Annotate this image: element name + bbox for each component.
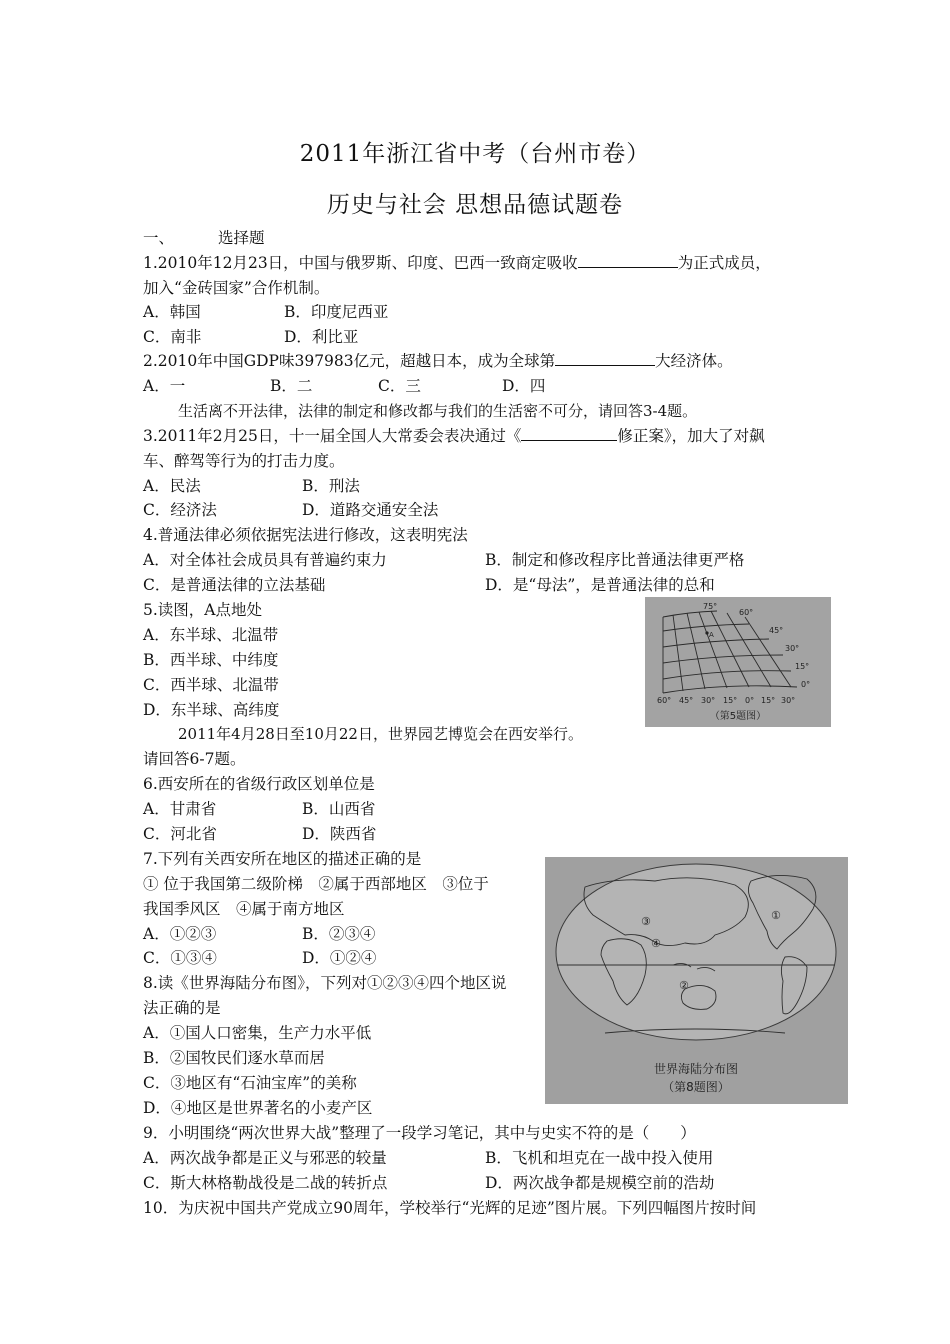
q5-figure-caption: （第5题图） [709, 711, 767, 722]
q1-stem [143, 253, 771, 273]
q2-stem-tail: 大经济体。 [655, 352, 733, 370]
lon-label-30: 30° [701, 696, 716, 705]
q1-option-c: C．南非 [143, 328, 202, 346]
lat-label-30: 30° [785, 644, 800, 653]
q2-option-d: D．四 [502, 377, 546, 395]
lat-label-60: 60° [739, 608, 754, 617]
q2-option-a: A．一 [143, 377, 186, 395]
q7-stem-line3: 我国季风区 ④属于南方地区 [143, 900, 345, 918]
q5-option-a: A．东半球、北温带 [143, 626, 279, 644]
q2-option-b: B．二 [270, 377, 313, 395]
q5-option-c: C．西半球、北温带 [143, 676, 279, 694]
world-map [545, 857, 848, 1104]
q6-stem: 6.西安所在的省级行政区划单位是 [143, 775, 375, 793]
q3-option-c: C．经济法 [143, 501, 217, 519]
lon-label-15: 15° [723, 696, 738, 705]
q7-option-d: D．①②④ [302, 949, 377, 967]
q3-option-b: B．刑法 [302, 477, 360, 495]
map-marker-1: ① [771, 909, 781, 922]
q1-option-d: D．利比亚 [284, 328, 359, 346]
q3-stem-line2: 车、醉驾等行为的打击力度。 [143, 452, 345, 470]
q4-option-d: D．是“母法”，是普通法律的总和 [485, 576, 715, 594]
q3-stem-tail: 修正案》，加大了对飙 [617, 427, 765, 445]
q9-stem: 9．小明围绕“两次世界大战”整理了一段学习笔记，其中与史实不符的是（ ） [143, 1124, 696, 1142]
q1-blank [578, 253, 678, 268]
section-heading [143, 228, 265, 248]
lon-label-0: 0° [745, 696, 755, 705]
q7-option-b: B．②③④ [302, 925, 376, 943]
q3-stem-text: 3.2011年2月25日，十一届全国人大常委会表决通过《 [143, 427, 522, 445]
q3-stem [143, 426, 765, 446]
q2-option-c: C．三 [378, 377, 421, 395]
q6-option-c: C．河北省 [143, 825, 217, 843]
section-label: 选择题 [218, 229, 265, 247]
q1-option-b: B．印度尼西亚 [284, 303, 389, 321]
q7-option-a: A．①②③ [143, 925, 217, 943]
lon-label-45: 45° [679, 696, 694, 705]
q1-stem-line2: 加入“金砖国家”合作机制。 [143, 279, 330, 297]
q8-figure-caption: （第8题图） [662, 1080, 730, 1094]
q4-option-b: B．制定和修改程序比普通法律更严格 [485, 551, 745, 569]
q2-stem [143, 351, 733, 371]
q8-option-b: B．②国牧民们逐水草而居 [143, 1049, 325, 1067]
q4-option-c: C．是普通法律的立法基础 [143, 576, 326, 594]
lat-label-45: 45° [769, 626, 784, 635]
q4-option-a: A．对全体社会成员具有普遍约束力 [143, 551, 387, 569]
lon-label-30e: 30° [781, 696, 796, 705]
lat-label-0: 0° [801, 680, 811, 689]
q8-option-d: D．④地区是世界著名的小麦产区 [143, 1099, 373, 1117]
exam-title: 2011年浙江省中考（台州市卷） [299, 141, 651, 167]
map-marker-3: ③ [641, 915, 651, 928]
q8-option-c: C．③地区有“石油宝库”的美称 [143, 1074, 357, 1092]
q3-blank [521, 426, 617, 441]
q2-stem-text: 2.2010年中国GDP味397983亿元，超越日本，成为全球第 [143, 352, 556, 370]
q8-stem-line2: 法正确的是 [143, 999, 221, 1017]
q3-option-d: D．道路交通安全法 [302, 501, 439, 519]
intro-6-7-line2: 请回答6-7题。 [143, 750, 246, 768]
q8-figure [545, 857, 848, 1104]
lon-label-60: 60° [657, 696, 672, 705]
latitude-longitude-grid [645, 597, 831, 727]
q6-option-d: D．陕西省 [302, 825, 377, 843]
point-a-label: A [709, 631, 714, 639]
q5-figure [645, 597, 831, 727]
q6-option-b: B．山西省 [302, 800, 376, 818]
map-marker-4: ④ [651, 937, 661, 950]
q4-stem: 4.普通法律必须依据宪法进行修改，这表明宪法 [143, 526, 468, 544]
q9-option-b: B．飞机和坦克在一战中投入使用 [485, 1149, 714, 1167]
q1-option-a: A．韩国 [143, 303, 201, 321]
q6-option-a: A．甘肃省 [143, 800, 217, 818]
q7-stem: 7.下列有关西安所在地区的描述正确的是 [143, 850, 422, 868]
q5-option-d: D．东半球、高纬度 [143, 701, 280, 719]
lat-label-15: 15° [795, 662, 810, 671]
q8-stem: 8.读《世界海陆分布图》，下列对①②③④四个地区说 [143, 974, 507, 992]
q8-figure-title: 世界海陆分布图 [653, 1062, 739, 1076]
q1-stem-text: 1.2010年12月23日，中国与俄罗斯、印度、巴西一致商定吸收 [143, 254, 578, 272]
q9-option-d: D．两次战争都是规模空前的浩劫 [485, 1174, 715, 1192]
q9-option-a: A．两次战争都是正义与邪恶的较量 [143, 1149, 387, 1167]
intro-6-7: 2011年4月28日至10月22日，世界园艺博览会在西安举行。 [178, 725, 583, 743]
intro-3-4: 生活离不开法律，法律的制定和修改都与我们的生活密不可分，请回答3-4题。 [178, 402, 698, 420]
q8-option-a: A．①国人口密集，生产力水平低 [143, 1024, 372, 1042]
section-number: 一、 [143, 229, 175, 247]
q1-stem-tail: 为正式成员， [677, 254, 771, 272]
lat-label-75: 75° [703, 602, 718, 611]
q5-stem: 5.读图，A点地处 [143, 601, 262, 619]
q7-stem-line2: ① 位于我国第二级阶梯 ②属于西部地区 ③位于 [143, 875, 489, 893]
q9-option-c: C．斯大林格勒战役是二战的转折点 [143, 1174, 388, 1192]
lon-label-15e: 15° [761, 696, 776, 705]
q7-option-c: C．①③④ [143, 949, 217, 967]
exam-subtitle: 历史与社会 思想品德试题卷 [326, 192, 624, 218]
q10-stem: 10．为庆祝中国共产党成立90周年，学校举行“光辉的足迹”图片展。下列四幅图片按时间 [143, 1199, 757, 1217]
q3-option-a: A．民法 [143, 477, 201, 495]
q2-blank [555, 351, 655, 366]
map-marker-2: ② [679, 979, 689, 992]
q5-option-b: B．西半球、中纬度 [143, 651, 279, 669]
